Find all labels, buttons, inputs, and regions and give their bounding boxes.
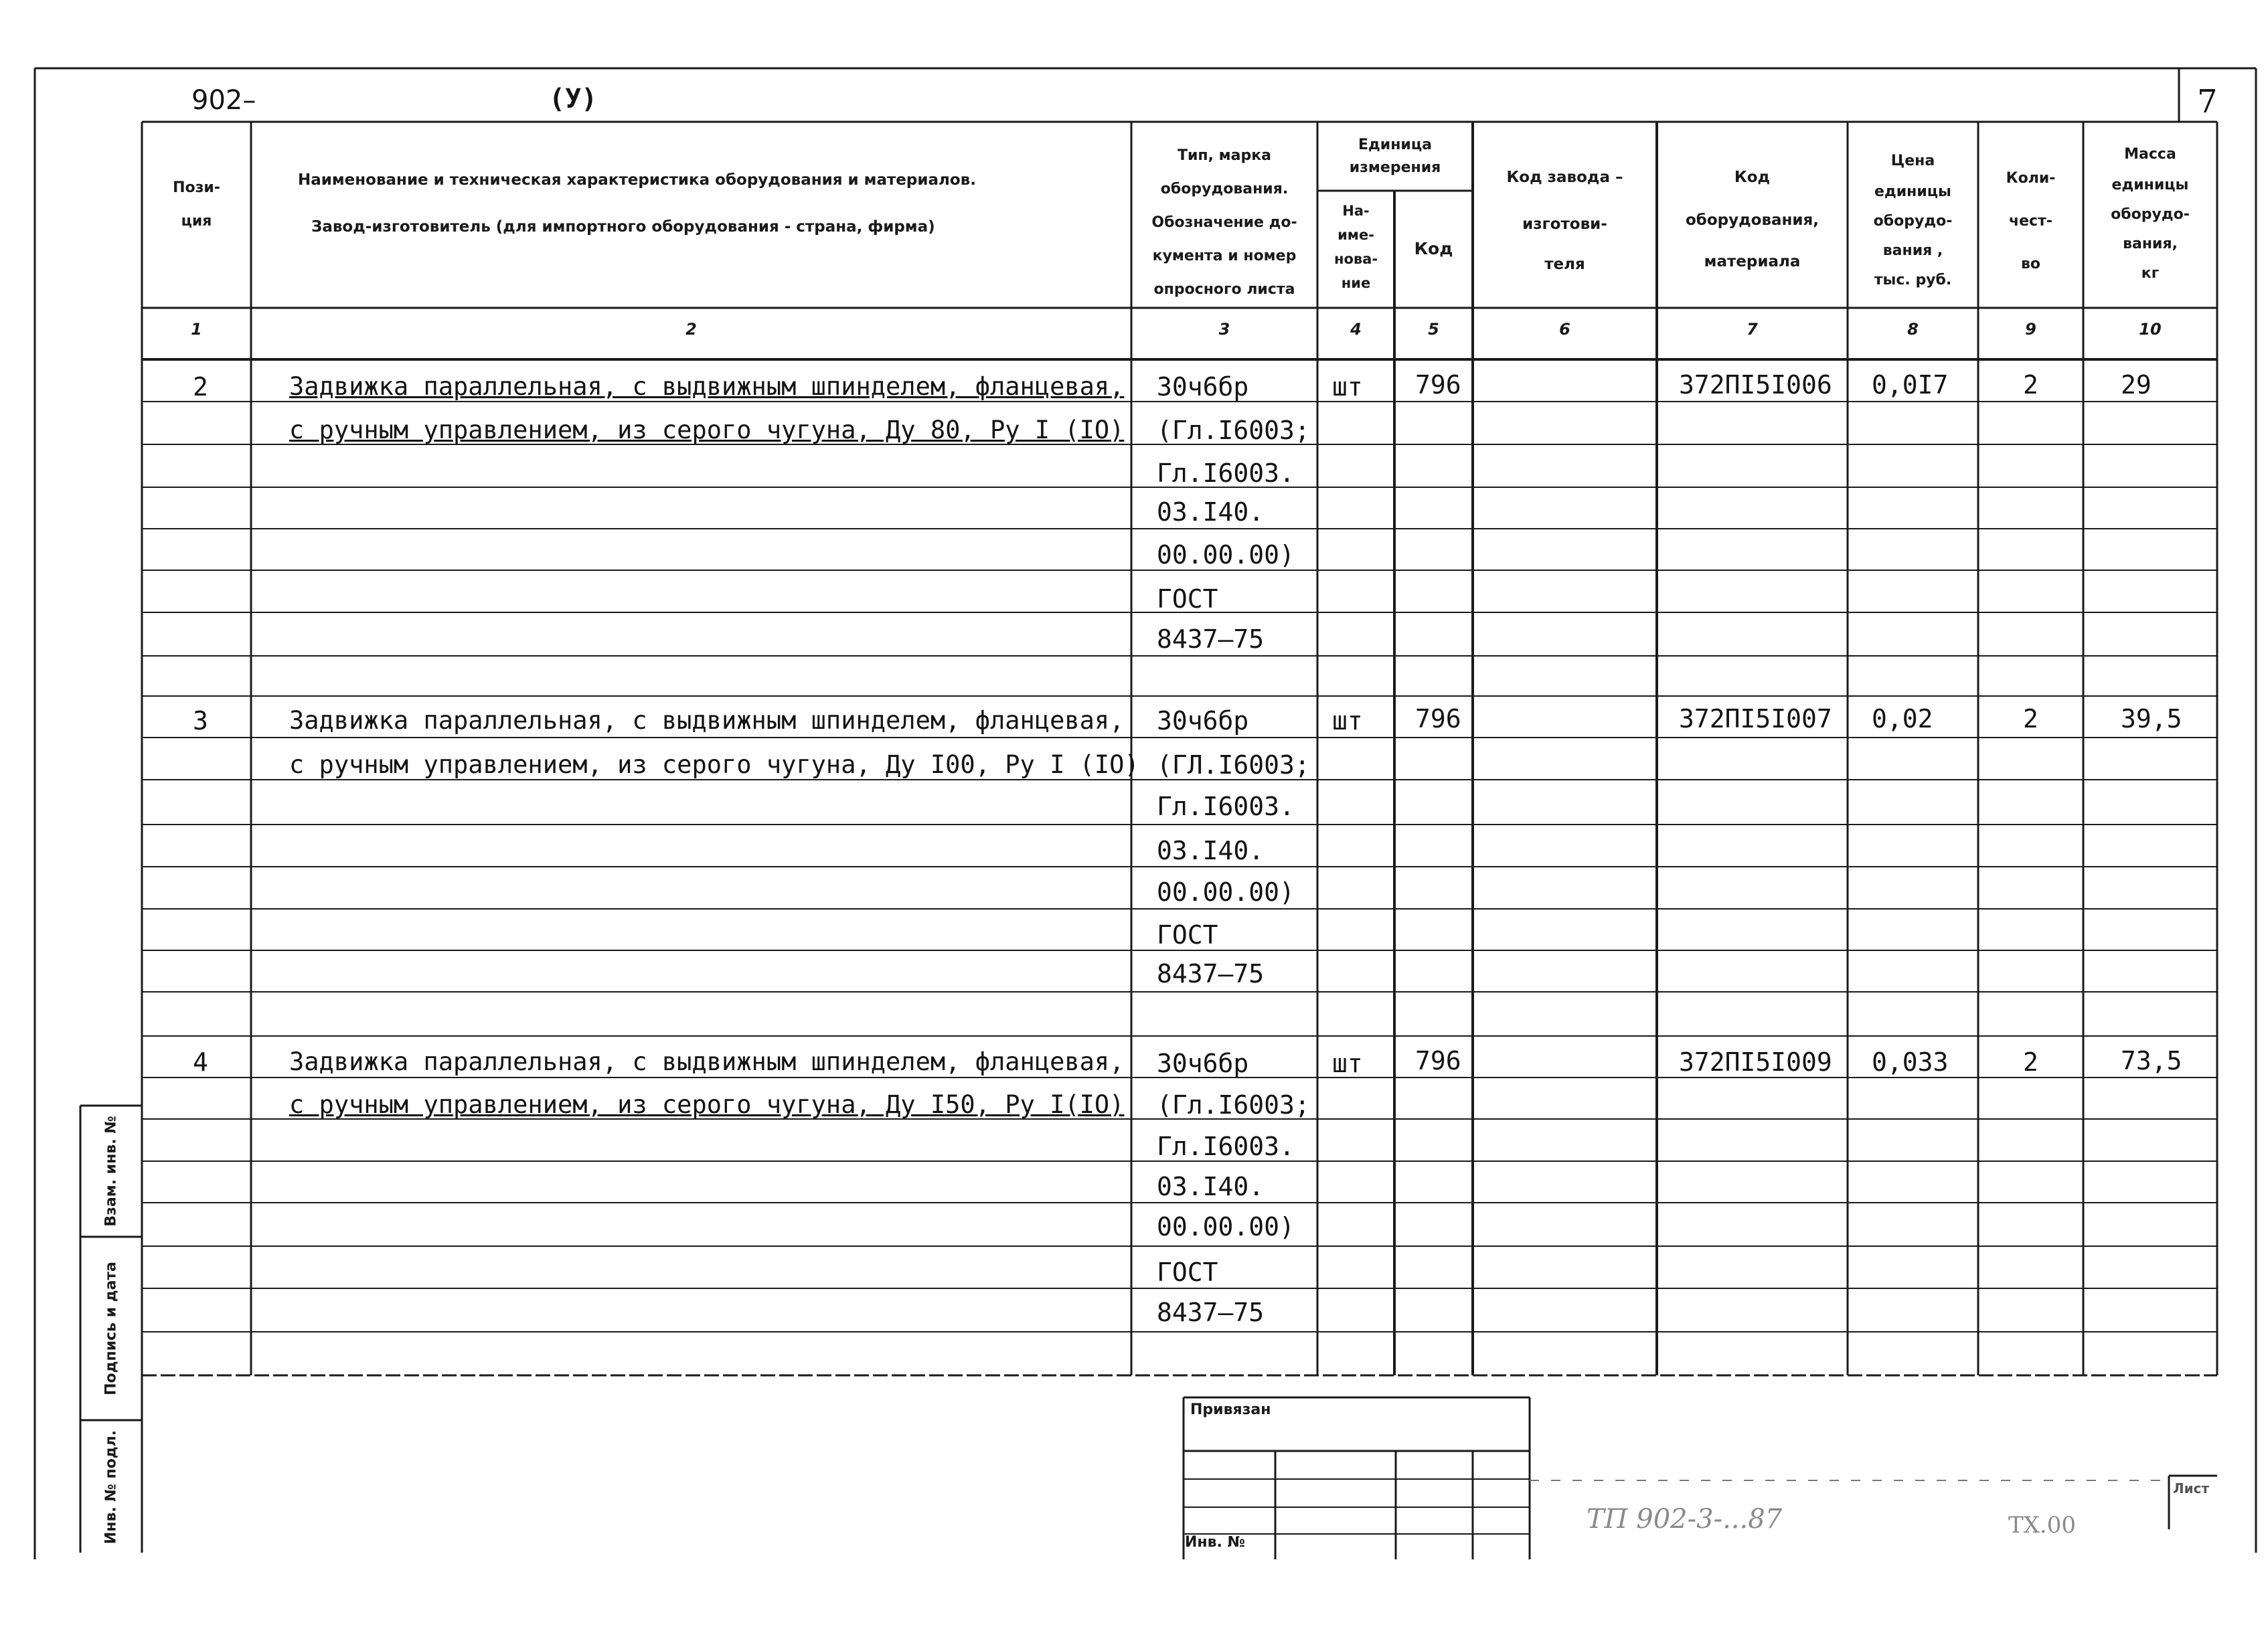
column-number: 8 xyxy=(1907,320,1919,339)
header-factory-code: Код завода – изготови- теля xyxy=(1506,169,1623,273)
stamp-signature-date: Подпись и дата xyxy=(102,1262,120,1395)
type-line: ГОСТ xyxy=(1157,920,1218,950)
sheet-label: Лист xyxy=(2173,1480,2210,1496)
type-line: 00.00.00) xyxy=(1157,1212,1295,1241)
header-position: Пози- ция xyxy=(173,179,220,230)
album-code: ТХ.00 xyxy=(2008,1512,2076,1539)
header-unit-name: На- име- нова- ние xyxy=(1333,203,1378,291)
position-cell: 3 xyxy=(193,706,208,736)
column-number: 9 xyxy=(2025,320,2036,339)
name-line: Задвижка параллельная, с выдвижным шпинделем, фланцевая, xyxy=(289,706,1125,735)
column-number: 4 xyxy=(1350,320,1362,339)
position-cell: 2 xyxy=(193,372,208,402)
stamp-original-inv: Инв. № подл. xyxy=(102,1430,120,1545)
column-number: 5 xyxy=(1428,320,1439,339)
type-line: (Гл.I6003; xyxy=(1157,416,1310,445)
header-mass: Масса единицы оборудо- вания, кг xyxy=(2111,146,2190,282)
type-line: Гл.I6003. xyxy=(1157,1132,1295,1161)
type-line: 8437–75 xyxy=(1157,624,1265,654)
series-code: 902– xyxy=(191,85,256,116)
header-unit-code: Код xyxy=(1414,239,1453,258)
mass-cell: 39,5 xyxy=(2121,704,2182,734)
type-line: Гл.I6003. xyxy=(1157,458,1295,488)
price-cell: 0,02 xyxy=(1872,704,1933,734)
type-line: 00.00.00) xyxy=(1157,540,1295,570)
unit-code-cell: 796 xyxy=(1415,370,1461,400)
header-equipment-code: Код оборудования, материала xyxy=(1685,169,1819,270)
column-number: 1 xyxy=(191,320,202,339)
unit-code-cell: 796 xyxy=(1415,704,1461,734)
type-line: 30ч6бр xyxy=(1157,1049,1249,1078)
name-line: с ручным управлением, из серого чугуна, Ду I50, Ру I(IO) xyxy=(289,1090,1125,1119)
type-line: 8437–75 xyxy=(1157,959,1265,988)
inventory-label: Инв. № xyxy=(1185,1534,1246,1551)
stamp-replaced-inv: Взам. инв. № xyxy=(102,1116,120,1227)
position-cell: 4 xyxy=(193,1047,208,1077)
unit-code-cell: 796 xyxy=(1415,1046,1461,1075)
column-number: 7 xyxy=(1747,320,1758,339)
type-line: (Гл.I6003; xyxy=(1157,1090,1310,1120)
document-mark: (У) xyxy=(549,84,598,114)
header-type: Тип, марка оборудования. Обозначение до- кумента и номер опросного листа xyxy=(1151,147,1297,298)
quantity-cell: 2 xyxy=(2023,370,2038,400)
document-code: ТП 902-3-...87 xyxy=(1587,1504,1783,1535)
unit-name-cell: шт xyxy=(1332,706,1363,736)
type-line: 03.I40. xyxy=(1157,836,1265,865)
header-quantity: Коли- чест- во xyxy=(2006,170,2056,272)
type-line: Гл.I6003. xyxy=(1157,792,1295,821)
price-cell: 0,033 xyxy=(1872,1047,1949,1077)
name-line: Задвижка параллельная, с выдвижным шпинделем, фланцевая, xyxy=(289,1047,1125,1076)
type-line: 03.I40. xyxy=(1157,1172,1265,1201)
type-line: 8437–75 xyxy=(1157,1298,1265,1327)
type-line: 30ч6бр xyxy=(1157,706,1249,736)
header-unit-group: Единица измерения xyxy=(1349,137,1441,176)
column-number: 6 xyxy=(1559,320,1570,339)
header-price: Цена единицы оборудо- вания , тыс. руб. xyxy=(1873,153,1953,288)
column-number: 3 xyxy=(1218,320,1230,339)
equipment-code-cell: 372ПI5I006 xyxy=(1679,370,1832,400)
name-line: с ручным управлением, из серого чугуна, Ду I00, Ру I (IO) xyxy=(289,750,1139,779)
bound-label: Привязан xyxy=(1190,1401,1271,1418)
unit-name-cell: шт xyxy=(1332,1049,1363,1078)
mass-cell: 29 xyxy=(2121,370,2152,400)
type-line: ГОСТ xyxy=(1157,584,1218,614)
unit-name-cell: шт xyxy=(1332,372,1363,402)
type-line: (ГЛ.I6003; xyxy=(1157,750,1310,780)
equipment-code-cell: 372ПI5I009 xyxy=(1679,1047,1832,1077)
type-line: 30ч6бр xyxy=(1157,372,1249,402)
type-line: 03.I40. xyxy=(1157,497,1265,527)
header-name: Наименование и техническая характеристика оборудования и материалов. Завод-изготовитель (для импортного оборудования - страна, фирма) xyxy=(298,171,976,236)
type-line: 00.00.00) xyxy=(1157,877,1295,907)
mass-cell: 73,5 xyxy=(2121,1046,2182,1075)
column-number: 2 xyxy=(685,320,697,339)
price-cell: 0,0I7 xyxy=(1872,370,1949,400)
column-number: 10 xyxy=(2139,320,2162,339)
sheet-number: 7 xyxy=(2197,83,2218,120)
name-line: с ручным управлением, из серого чугуна, Ду 80, Ру I (IO) xyxy=(289,416,1125,444)
quantity-cell: 2 xyxy=(2023,704,2038,734)
type-line: ГОСТ xyxy=(1157,1258,1218,1287)
name-line: Задвижка параллельная, с выдвижным шпинделем, фланцевая, xyxy=(289,372,1125,401)
equipment-code-cell: 372ПI5I007 xyxy=(1679,704,1832,734)
quantity-cell: 2 xyxy=(2023,1047,2038,1077)
